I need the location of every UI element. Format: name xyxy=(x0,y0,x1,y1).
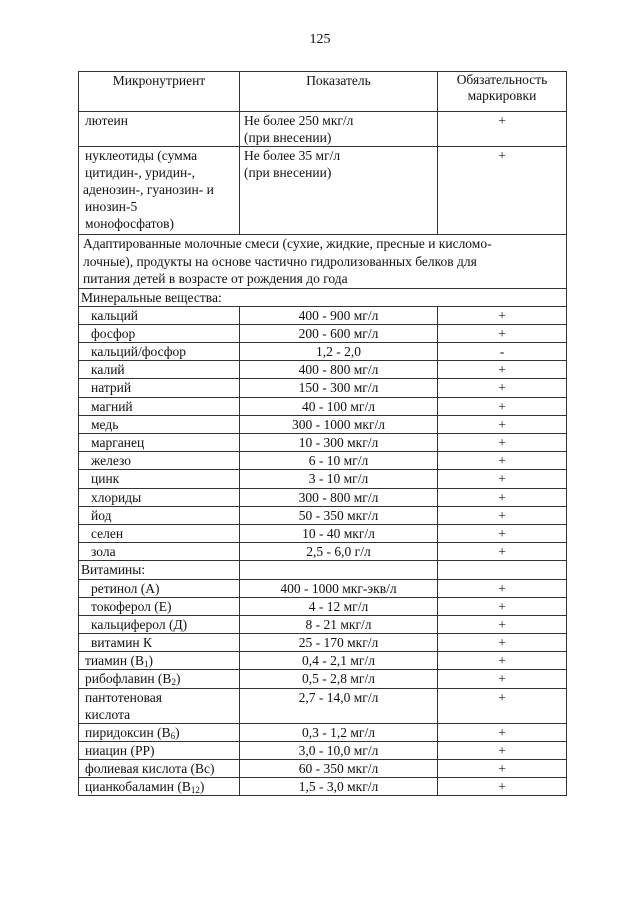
value-line: (при внесении) xyxy=(244,165,332,180)
nutrient-value: 25 - 170 мкг/л xyxy=(240,634,438,652)
nutrient-value: 300 - 800 мг/л xyxy=(240,488,438,506)
table-row xyxy=(79,488,567,506)
nutrient-mark: + xyxy=(438,615,567,633)
nutrient-value: 10 - 40 мкг/л xyxy=(240,524,438,542)
table-row xyxy=(79,147,567,235)
nutrient-mark: + xyxy=(438,306,567,324)
nutrient-mark: + xyxy=(438,670,567,688)
nutrient-mark: + xyxy=(438,741,567,759)
nutrient-value xyxy=(240,147,438,235)
name-text: цианкобаламин (B xyxy=(85,779,191,795)
nutrient-name: кальций xyxy=(79,306,240,324)
nutrient-value: 400 - 1000 мкг-экв/л xyxy=(240,579,438,597)
nutrient-mark: + xyxy=(438,760,567,778)
nutrient-value: 400 - 800 мг/л xyxy=(240,361,438,379)
nutrient-name: витамин К xyxy=(79,634,240,652)
micronutrient-table xyxy=(78,71,567,796)
page-number: 125 xyxy=(309,32,331,47)
nutrient-value: 400 - 900 мг/л xyxy=(240,306,438,324)
nutrient-mark: + xyxy=(438,415,567,433)
name-subscript: 12 xyxy=(190,785,200,796)
vitamins-rows xyxy=(79,579,567,796)
header-labeling-requirement xyxy=(438,72,567,112)
table-row xyxy=(79,470,567,488)
name-suffix: ) xyxy=(175,724,180,740)
nutrient-value: 8 - 21 мкг/л xyxy=(240,615,438,633)
table-row xyxy=(79,343,567,361)
nutrient-value: 1,2 - 2,0 xyxy=(240,343,438,361)
table-row xyxy=(79,634,567,652)
nutrient-name: цинк xyxy=(79,470,240,488)
nutrient-value: 50 - 350 мкг/л xyxy=(240,506,438,524)
nutrient-mark: + xyxy=(438,579,567,597)
empty-cell xyxy=(240,561,438,579)
nutrient-name: фолиевая кислота (Bc) xyxy=(79,760,240,778)
nutrient-mark: + xyxy=(438,778,567,796)
nutrient-value: 0,5 - 2,8 мг/л xyxy=(240,670,438,688)
nutrient-mark: + xyxy=(438,524,567,542)
description-line: Адаптированные молочные смеси (сухие, жидкие, пресные и кисломо- xyxy=(83,236,492,251)
nutrient-name: ниацин (PP) xyxy=(79,741,240,759)
nutrient-value: 0,4 - 2,1 мг/л xyxy=(240,652,438,670)
table-row xyxy=(79,415,567,433)
name-subscript: 2 xyxy=(171,677,176,688)
nutrient-value: 2,5 - 6,0 г/л xyxy=(240,543,438,561)
nutrient-value: 1,5 - 3,0 мкг/л xyxy=(240,778,438,796)
name-subscript: 1 xyxy=(143,659,149,670)
table-row xyxy=(79,652,567,670)
nutrient-name: калий xyxy=(79,361,240,379)
table-row xyxy=(79,543,567,561)
nutrient-name: магний xyxy=(79,397,240,415)
name-suffix: ) xyxy=(175,671,181,687)
table-row xyxy=(79,379,567,397)
nutrient-mark: + xyxy=(438,506,567,524)
header-indicator: Показатель xyxy=(240,72,438,112)
name-line: инозин-5 xyxy=(85,199,138,214)
name-text: рибофлавин (B xyxy=(85,671,172,687)
nutrient-name: хлориды xyxy=(79,488,240,506)
table-row xyxy=(79,524,567,542)
nutrient-mark: + xyxy=(438,379,567,397)
nutrient-name: лютеин xyxy=(79,112,240,147)
name-text: пиридоксин (B xyxy=(85,724,171,740)
table-row xyxy=(79,112,567,147)
section-title: Минеральные вещества: xyxy=(79,288,567,306)
nutrient-value: 2,7 - 14,0 мг/л xyxy=(240,688,438,723)
nutrient-mark: + xyxy=(438,112,567,147)
table-header-row xyxy=(79,72,567,112)
table-row xyxy=(79,597,567,615)
nutrient-value: 0,3 - 1,2 мг/л xyxy=(240,723,438,741)
nutrient-name: железо xyxy=(79,452,240,470)
product-description-row xyxy=(79,235,567,289)
nutrient-mark: + xyxy=(438,597,567,615)
nutrient-name: кальций/фосфор xyxy=(79,343,240,361)
name-line: пантотеновая xyxy=(85,689,162,705)
nutrient-name: марганец xyxy=(79,434,240,452)
table-row xyxy=(79,615,567,633)
name-line: нуклеотиды (сумма xyxy=(85,148,198,163)
nutrient-name xyxy=(79,670,240,688)
table-row xyxy=(79,324,567,342)
nutrient-name: кальциферол (Д) xyxy=(79,615,240,633)
nutrient-value: 3 - 10 мг/л xyxy=(240,470,438,488)
table-row xyxy=(79,306,567,324)
nutrient-value: 40 - 100 мг/л xyxy=(240,397,438,415)
minerals-rows xyxy=(79,306,567,561)
section-header-minerals xyxy=(79,288,567,306)
table-row xyxy=(79,723,567,741)
product-description xyxy=(79,235,567,289)
nutrient-mark: + xyxy=(438,397,567,415)
nutrient-value: 300 - 1000 мкг/л xyxy=(240,415,438,433)
table-row xyxy=(79,434,567,452)
nutrient-value: 6 - 10 мг/л xyxy=(240,452,438,470)
description-line: лочные), продукты на основе частично гидролизованных белков для xyxy=(83,253,477,269)
name-line: аденозин-, гуанозин- и xyxy=(83,182,214,197)
nutrient-value: 3,0 - 10,0 мг/л xyxy=(240,741,438,759)
empty-cell xyxy=(438,561,567,579)
nutrient-mark: + xyxy=(438,147,567,235)
nutrient-name: фосфор xyxy=(79,324,240,342)
value-line: (при внесении) xyxy=(244,130,332,145)
nutrient-mark: - xyxy=(438,343,567,361)
table-row xyxy=(79,670,567,688)
nutrient-mark: + xyxy=(438,452,567,470)
table-row xyxy=(79,778,567,796)
nutrient-name: токоферол (Е) xyxy=(79,597,240,615)
table-row xyxy=(79,397,567,415)
table-row xyxy=(79,760,567,778)
value-line: Не более 35 мг/л xyxy=(244,148,341,163)
name-line: цитидин-, уридин-, xyxy=(85,165,196,180)
nutrient-mark: + xyxy=(438,688,567,723)
table-row xyxy=(79,741,567,759)
nutrient-name xyxy=(79,688,240,723)
nutrient-mark: + xyxy=(438,652,567,670)
nutrient-name: медь xyxy=(79,415,240,433)
nutrient-mark: + xyxy=(438,470,567,488)
nutrient-name: ретинол (А) xyxy=(79,579,240,597)
nutrient-name: зола xyxy=(79,543,240,561)
name-suffix: ) xyxy=(148,653,153,669)
header-micronutrient: Микронутриент xyxy=(79,72,240,112)
nutrient-name: натрий xyxy=(79,379,240,397)
name-line: монофосфатов) xyxy=(85,216,174,231)
nutrient-mark: + xyxy=(438,488,567,506)
nutrient-mark: + xyxy=(438,361,567,379)
nutrient-value: 10 - 300 мкг/л xyxy=(240,434,438,452)
name-text: тиамин (B xyxy=(85,653,144,669)
table-row xyxy=(79,361,567,379)
nutrient-value: 150 - 300 мг/л xyxy=(240,379,438,397)
section-header-vitamins xyxy=(79,561,567,579)
description-line: питания детей в возрасте от рождения до года xyxy=(83,271,348,286)
name-line: кислота xyxy=(85,706,131,722)
nutrient-name xyxy=(79,147,240,235)
nutrient-name: йод xyxy=(79,506,240,524)
nutrient-mark: + xyxy=(438,324,567,342)
nutrient-mark: + xyxy=(438,543,567,561)
nutrient-name: селен xyxy=(79,524,240,542)
nutrient-mark: + xyxy=(438,723,567,741)
table-row xyxy=(79,579,567,597)
name-suffix: ) xyxy=(199,779,205,795)
table-row xyxy=(79,452,567,470)
nutrient-name xyxy=(79,778,240,796)
nutrient-mark: + xyxy=(438,634,567,652)
table-row xyxy=(79,506,567,524)
table-row xyxy=(79,688,567,723)
section-title: Витамины: xyxy=(79,561,240,579)
nutrient-value xyxy=(240,112,438,147)
nutrient-value: 4 - 12 мг/л xyxy=(240,597,438,615)
nutrient-mark: + xyxy=(438,434,567,452)
nutrient-name xyxy=(79,652,240,670)
nutrient-name xyxy=(79,723,240,741)
nutrient-value: 200 - 600 мг/л xyxy=(240,324,438,342)
header-mark-line1: Обязательность xyxy=(456,72,548,87)
nutrient-value: 60 - 350 мкг/л xyxy=(240,760,438,778)
header-mark-line2: маркировки xyxy=(467,88,537,103)
value-line: Не более 250 мкг/л xyxy=(244,113,354,128)
name-subscript: 6 xyxy=(170,730,176,741)
